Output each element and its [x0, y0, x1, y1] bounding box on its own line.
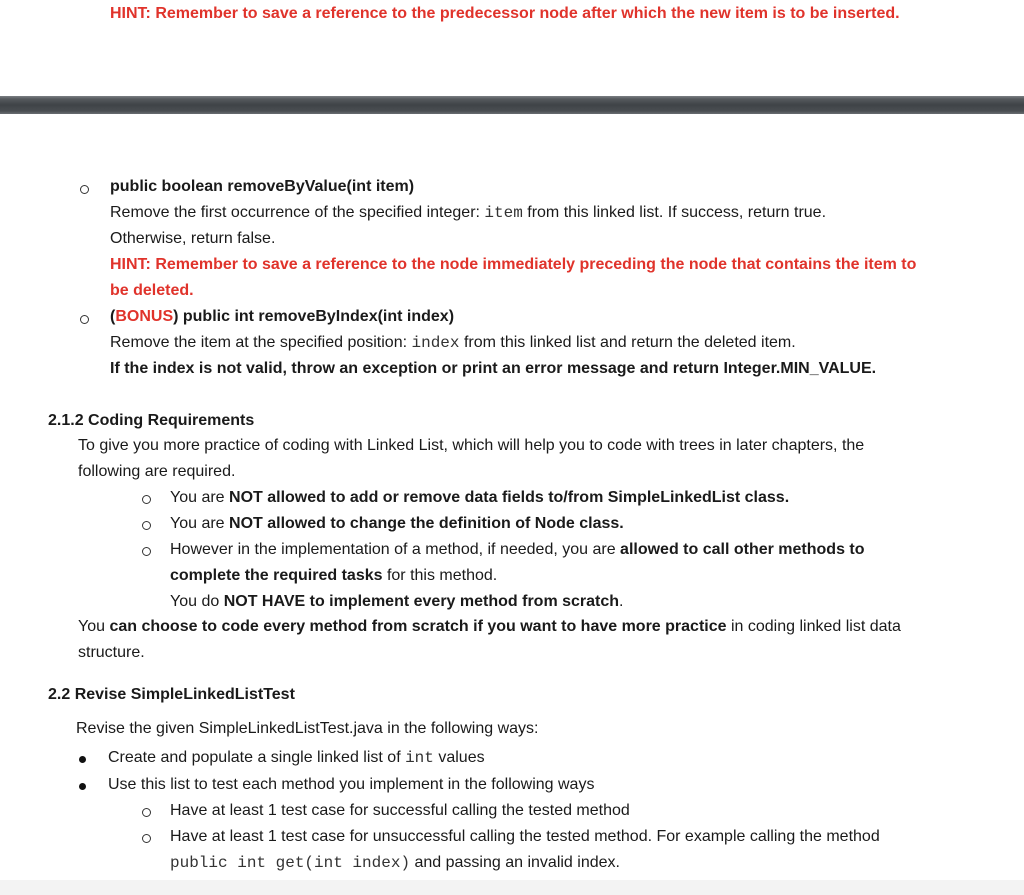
bonus-close: )	[173, 308, 179, 325]
desc-text: from this linked list and return the deleted item.	[459, 334, 796, 351]
requirement-item	[170, 489, 789, 507]
hollow-bullet-icon	[142, 834, 151, 843]
filled-bullet-icon	[79, 756, 86, 763]
hollow-bullet-icon	[142, 808, 151, 817]
choose-paragraph-line2: structure.	[78, 644, 145, 661]
code-index: index	[411, 334, 460, 352]
requirement-item-cont	[170, 567, 497, 585]
revise-subitem: Have at least 1 test case for unsuccessful calling the tested method. For example calling the method	[170, 828, 880, 845]
req-bold: allowed to call other methods to	[620, 541, 865, 558]
bonus-open: (	[110, 308, 116, 325]
remove-by-value-desc	[110, 204, 826, 222]
req-text: You are	[170, 489, 230, 506]
req-bold: NOT allowed to add or remove data fields to/from SimpleLinkedList class.	[229, 489, 790, 506]
item-text: values	[433, 749, 485, 766]
desc-text: Remove the first occurrence of the specified integer:	[110, 204, 485, 221]
signature-text: public int removeByIndex(int index)	[178, 308, 455, 325]
item-text: Create and populate a single linked list of	[108, 749, 406, 766]
item-text: and passing an invalid index.	[410, 854, 620, 871]
remove-by-value-hint-line2: be deleted.	[110, 282, 194, 299]
desc-text: from this linked list. If success, return true.	[522, 204, 827, 221]
choose-paragraph	[78, 618, 901, 636]
remove-by-value-hint-line1: HINT: Remember to save a reference to the node immediately preceding the node that contains the item to	[110, 256, 917, 273]
req-text: You do	[170, 593, 224, 610]
code-int: int	[405, 749, 434, 767]
hollow-bullet-icon	[80, 315, 89, 324]
coding-requirements-heading: 2.1.2 Coding Requirements	[48, 412, 255, 429]
bonus-label: BONUS	[115, 308, 174, 325]
req-bold: complete the required tasks	[170, 567, 383, 584]
choose-bold: can choose to code every method from scratch if you want to have more practice	[109, 618, 727, 635]
revise-item: Use this list to test each method you implement in the following ways	[108, 776, 595, 793]
page-divider	[0, 96, 1024, 114]
top-hint: HINT: Remember to save a reference to the predecessor node after which the new item is to be inserted.	[110, 5, 900, 22]
revise-item	[108, 749, 485, 767]
revise-subitem: Have at least 1 test case for successful calling the tested method	[170, 802, 630, 819]
hollow-bullet-icon	[142, 495, 151, 504]
page-bottom-band	[0, 880, 1024, 895]
revise-test-heading: 2.2 Revise SimpleLinkedListTest	[48, 686, 295, 703]
req-text: for this method.	[382, 567, 498, 584]
remove-by-index-signature	[110, 308, 454, 326]
choose-text: You	[78, 618, 110, 635]
hollow-bullet-icon	[142, 547, 151, 556]
requirement-item	[170, 515, 624, 533]
revise-test-intro: Revise the given SimpleLinkedListTest.java in the following ways:	[76, 720, 539, 737]
req-text: .	[619, 593, 624, 610]
coding-requirements-intro-line1: To give you more practice of coding with Linked List, which will help you to code with trees in later chapters, the	[78, 437, 865, 454]
desc-text: Remove the item at the specified position:	[110, 334, 412, 351]
code-get-signature: public int get(int index)	[170, 854, 411, 872]
hollow-bullet-icon	[142, 521, 151, 530]
choose-text: in coding linked list data	[726, 618, 901, 635]
requirement-item-note	[170, 593, 623, 611]
filled-bullet-icon	[79, 783, 86, 790]
req-bold: NOT HAVE to implement every method from scratch	[223, 593, 620, 610]
remove-by-value-signature: public boolean removeByValue(int item)	[110, 178, 415, 195]
revise-subitem-cont	[170, 854, 620, 872]
remove-by-value-desc-line2: Otherwise, return false.	[110, 230, 276, 247]
req-bold: NOT allowed to change the definition of Node class.	[229, 515, 624, 532]
code-item: item	[484, 204, 523, 222]
coding-requirements-intro-line2: following are required.	[78, 463, 236, 480]
remove-by-index-note: If the index is not valid, throw an exception or print an error message and return Integer.MIN_VALUE.	[110, 360, 877, 377]
req-text: However in the implementation of a method, if needed, you are	[170, 541, 621, 558]
remove-by-index-desc	[110, 334, 796, 352]
requirement-item	[170, 541, 865, 559]
req-text: You are	[170, 515, 230, 532]
hollow-bullet-icon	[80, 185, 89, 194]
